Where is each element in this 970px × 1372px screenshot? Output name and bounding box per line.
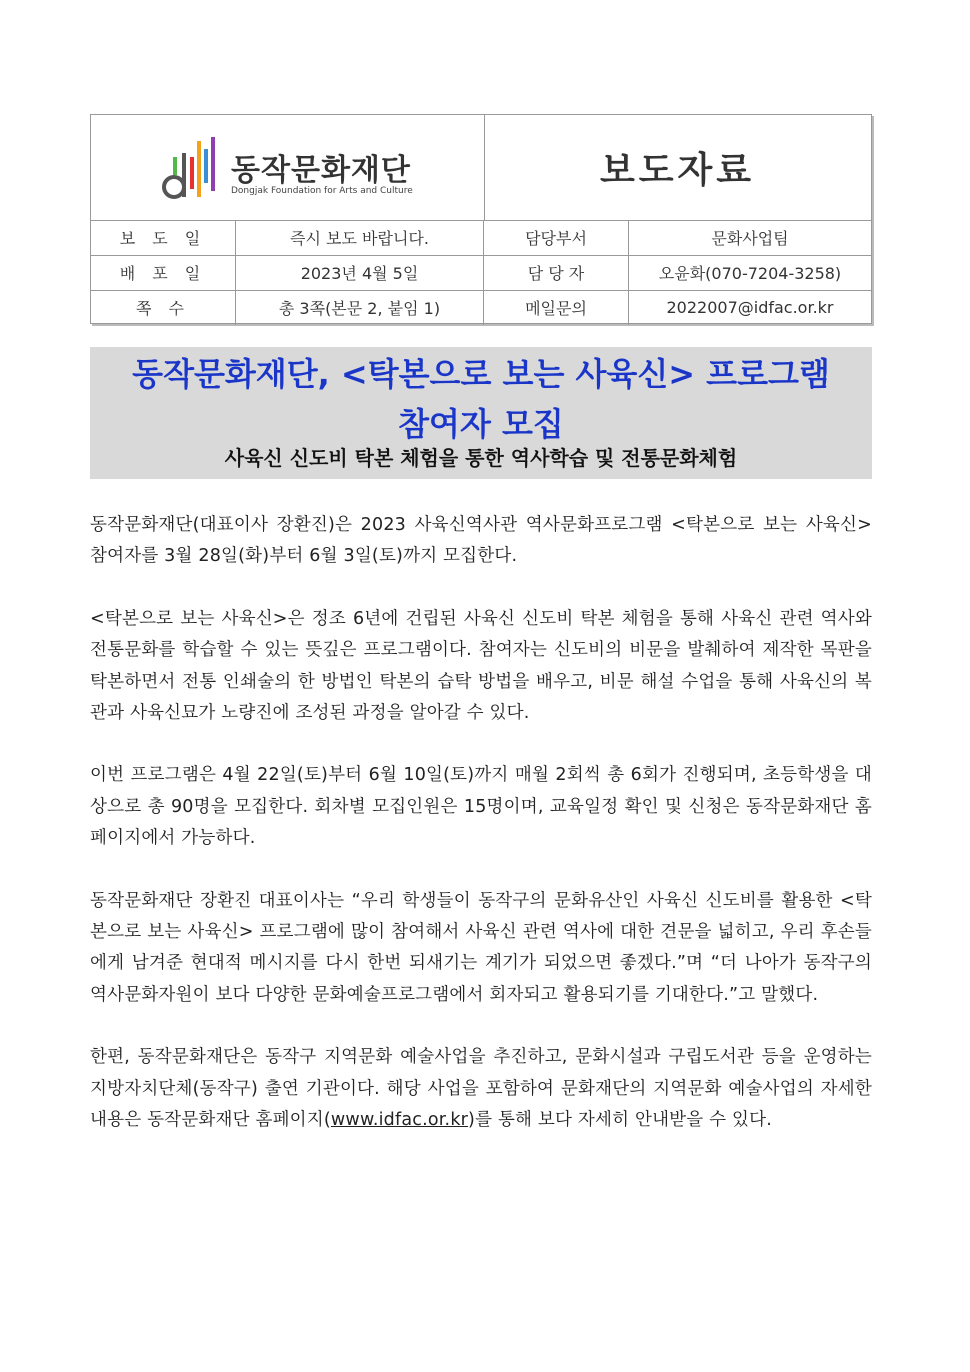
headline-line-1: 동작문화재단, <탁본으로 보는 사육신> 프로그램 xyxy=(132,355,830,393)
info-value: 문화사업팀 xyxy=(711,229,789,248)
body-paragraph: 동작문화재단(대표이사 장환진)은 2023 사육신역사관 역사문화프로그램 <탁본으로 보는 사육신> 참여자를 3월 28일(화)부터 6월 3일(토)까지 모집한다. xyxy=(90,515,872,567)
header-top-row xyxy=(91,115,871,221)
body-paragraph-last xyxy=(90,1042,872,1136)
headline-subtitle: 사육신 신도비 탁본 체험을 통한 역사학습 및 전통문화체험 xyxy=(224,446,738,470)
doc-type-title: 보도자료 xyxy=(599,150,756,191)
body-paragraph: 이번 프로그램은 4월 22일(토)부터 6월 10일(토)까지 매월 2회씩 총 6회가 진행되며, 초등학생을 대상으로 총 90명을 모집한다. 회차별 모집인원은 15명이며, 교육일정 확인 및 신청은 동작문화재단 홈페이지에서 가능하다. xyxy=(90,765,872,849)
info-label: 배 포 일 xyxy=(91,255,236,290)
info-value: 즉시 보도 바랍니다. xyxy=(236,220,484,255)
foundation-logo-icon xyxy=(161,135,221,201)
paragraph-text: )를 통해 보다 자세히 안내받을 수 있다. xyxy=(468,1110,772,1131)
paragraph-text: 한편, 동작문화재단은 동작구 지역문화 예술사업을 추진하고, 문화시설과 구립도서관 등을 운영하는 지방자치단체(동작구) 출연 기관이다. 해당 사업을 포함하여 문화재단의 지역문화 예술사업의 자세한 내용은 동작문화재단 홈페이지( xyxy=(90,1047,872,1131)
body-paragraph: <탁본으로 보는 사육신>은 정조 6년에 건립된 사육신 신도비 탁본 체험을 통해 사육신 관련 역사와 전통문화를 학습할 수 있는 뜻깊은 프로그램이다. 참여자는 신도비의 비문을 발췌하여 제작한 목판을 탁본하면서 전통 인쇄술의 한 방법인 탁본의 습탁 방법을 배우고, 비문 해설 수업을 통해 사육신의 복관과 사육신묘가 노량진에 조성된 과정을 알아갈 수 있다. xyxy=(90,608,872,724)
org-name-en: Dongjak Foundation for Arts and Culture xyxy=(231,186,413,196)
header-table xyxy=(90,114,872,324)
info-label: 담 당 자 xyxy=(484,255,629,290)
info-label: 쪽 수 xyxy=(91,290,236,325)
org-name-ko: 동작문화재단 xyxy=(231,153,411,188)
homepage-link[interactable]: www.idfac.or.kr xyxy=(330,1110,469,1131)
headline-line-2: 참여자 모집 xyxy=(398,405,564,443)
info-label: 보 도 일 xyxy=(91,220,236,255)
info-value: 2022007@idfac.or.kr xyxy=(666,298,834,317)
headline-box xyxy=(90,347,872,479)
info-value: 오윤화(070-7204-3258) xyxy=(658,264,842,283)
info-label: 메일문의 xyxy=(484,290,629,325)
info-row xyxy=(91,290,871,325)
body-paragraph: 동작문화재단 장환진 대표이사는 “우리 학생들이 동작구의 문화유산인 사육신 신도비를 활용한 <탁본으로 보는 사육신> 프로그램에 많이 참여해서 사육신 관련 역사에 대한 견문을 넓히고, 우리 후손들에게 남겨준 현대적 메시지를 다시 한번 되새기는 계기가 되었으면 좋겠다.”며 “더 나아가 동작구의 역사문화자원이 보다 다양한 문화예술프로그램에서 회자되고 활용되기를 기대한다.”고 말했다. xyxy=(90,890,872,1005)
info-value: 총 3쪽(본문 2, 붙임 1) xyxy=(236,290,484,325)
headline xyxy=(90,347,872,449)
org-logo-cell xyxy=(91,115,485,220)
article-body xyxy=(90,510,872,1168)
info-label: 담당부서 xyxy=(484,220,629,255)
info-value: 2023년 4월 5일 xyxy=(236,255,484,290)
info-row xyxy=(91,220,871,256)
info-row xyxy=(91,255,871,291)
